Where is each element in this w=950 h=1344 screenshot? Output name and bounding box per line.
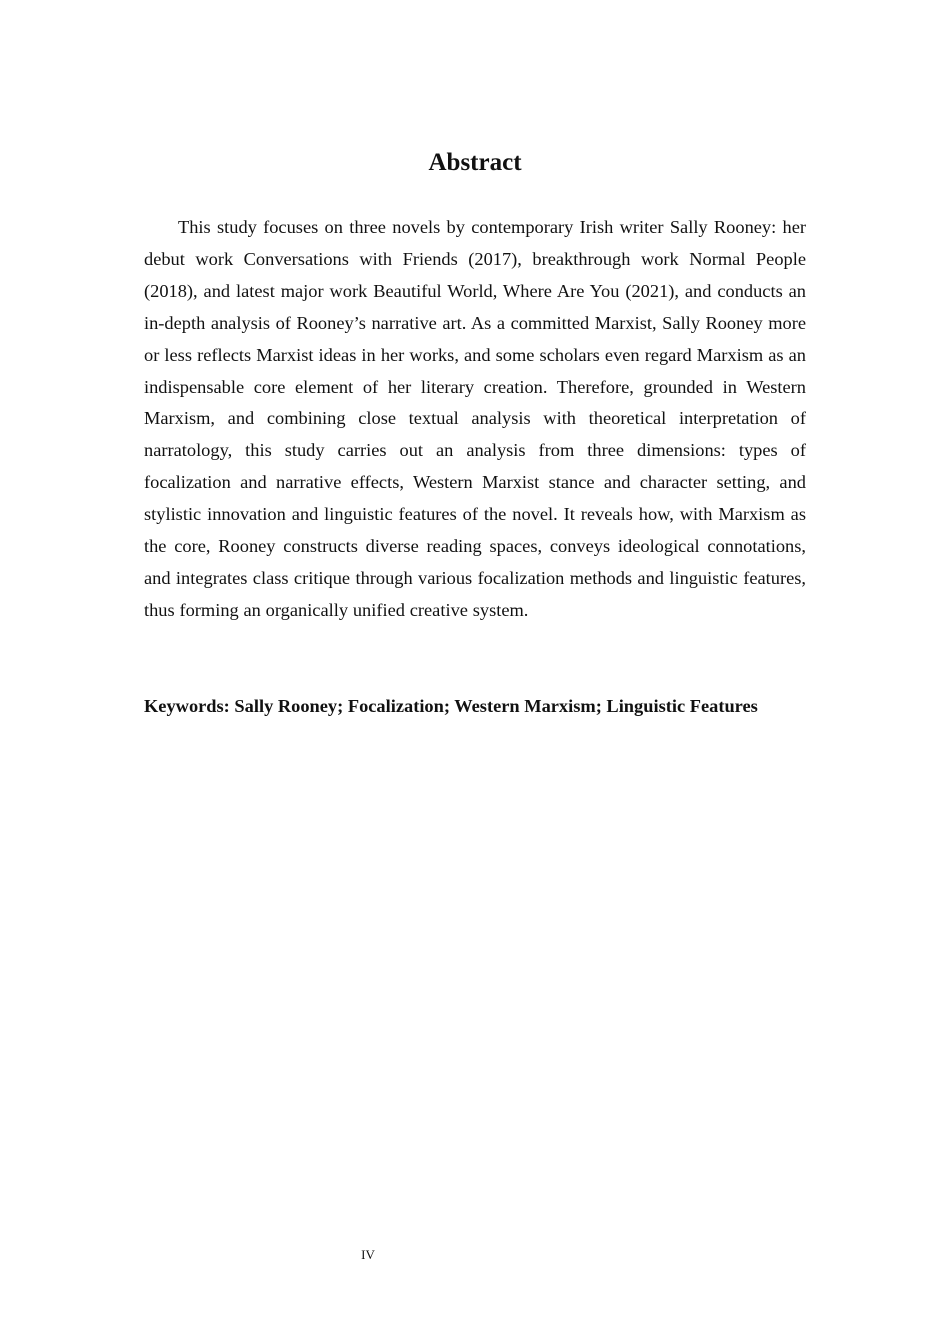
keywords-line bbox=[144, 690, 806, 722]
page-number: IV bbox=[361, 1247, 375, 1262]
abstract-body-paragraph: This study focuses on three novels by contemporary Irish writer Sally Rooney: her debut work Conversations with Friends (2017), breakthrough work Normal People (2018), and latest major work Beautiful World, Where Are You (2021), and conducts an in-depth analysis of Rooney’s narrative art. As a committed Marxist, Sally Rooney more or less reflects Marxist ideas in her works, and some scholars even regard Marxism as an indispensable core element of her literary creation. Therefore, grounded in Western Marxism, and combining close textual analysis with theoretical interpretation of narratology, this study carries out an analysis from three dimensions: types of focalization and narrative effects, Western Marxist stance and character setting, and stylistic innovation and linguistic features of the novel. It reveals how, with Marxism as the core, Rooney constructs diverse reading spaces, conveys ideological connotations, and integrates class critique through various focalization methods and linguistic features, thus forming an organically unified creative system. bbox=[144, 217, 806, 620]
keywords-list: Sally Rooney; Focalization; Western Marxism; Linguistic Features bbox=[234, 696, 758, 716]
keywords-label: Keywords: bbox=[144, 696, 230, 716]
abstract-title: Abstract bbox=[428, 149, 522, 176]
